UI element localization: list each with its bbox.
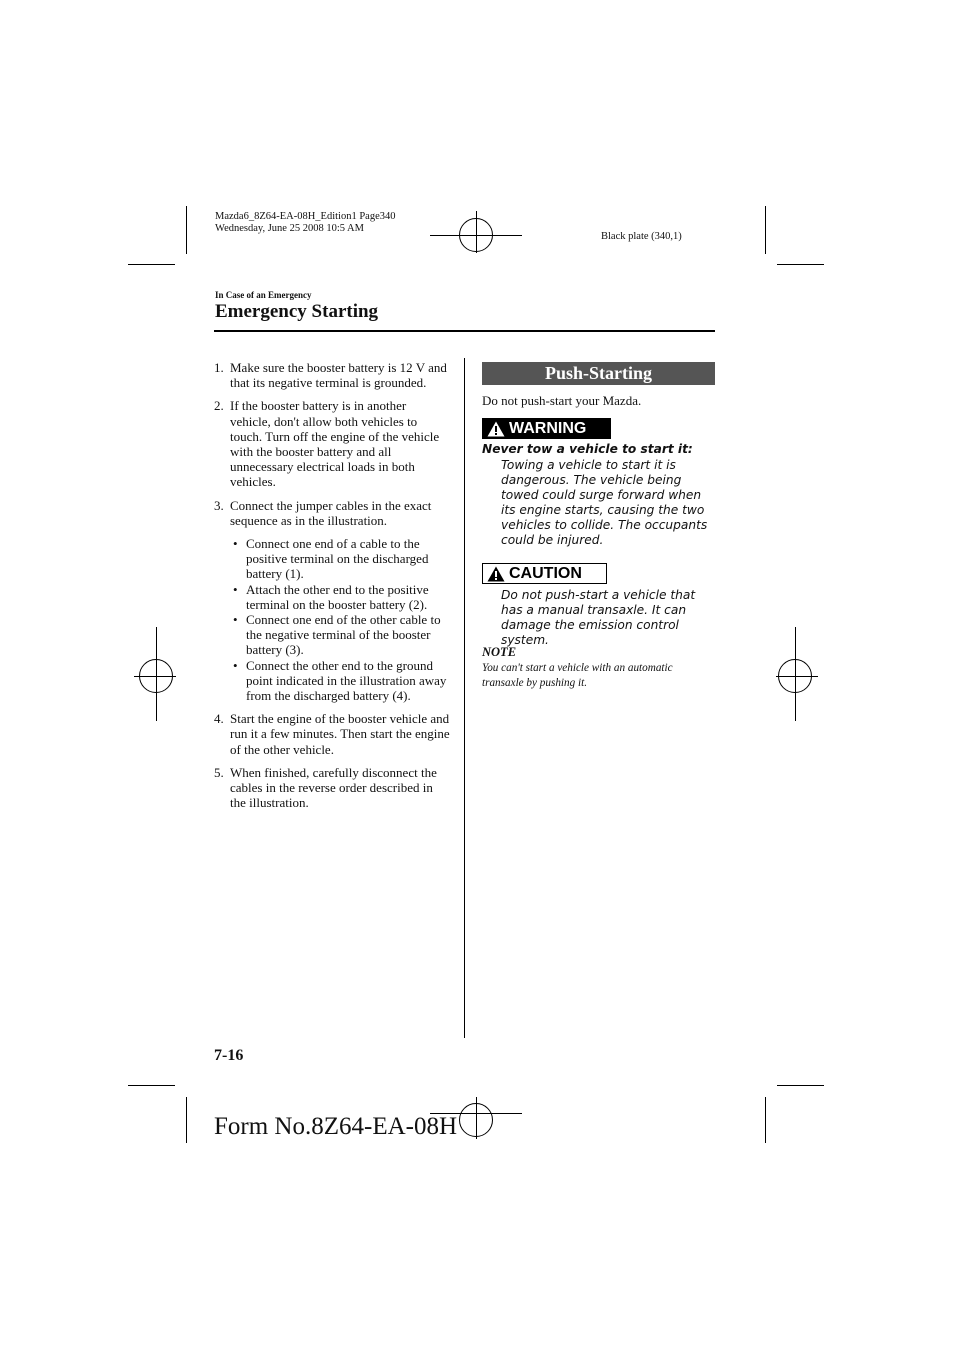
step-number: 3. bbox=[214, 497, 224, 513]
warning-icon bbox=[487, 421, 505, 437]
warning-body: Towing a vehicle to start it is dangerous. The vehicle being towed could surge forward when its engine starts, causing the two vehicles to collide. The occupants could be injured. bbox=[501, 458, 708, 548]
bullet-text: Connect one end of the other cable to the negative terminal of the booster battery (3). bbox=[246, 612, 441, 658]
list-item bbox=[214, 711, 450, 757]
caution-body: Do not push-start a vehicle that has a manual transaxle. It can damage the emission control system. bbox=[501, 588, 696, 648]
print-meta-date: Wednesday, June 25 2008 10:5 AM bbox=[215, 223, 364, 234]
step-text: When finished, carefully disconnect the cables in the reverse order described in the illustration. bbox=[230, 764, 437, 811]
crop-mark bbox=[777, 1085, 824, 1086]
step-text: Make sure the booster battery is 12 V and that its negative terminal is grounded. bbox=[230, 360, 447, 391]
bullet-list bbox=[230, 536, 450, 703]
note-label: NOTE bbox=[482, 645, 517, 659]
bullet-icon: • bbox=[233, 657, 238, 673]
step-text: Connect the jumper cables in the exact sequence as in the illustration. bbox=[230, 497, 432, 528]
bullet-icon: • bbox=[233, 536, 238, 552]
bullet-icon: • bbox=[233, 612, 238, 628]
crop-mark bbox=[765, 206, 766, 254]
caution-badge bbox=[482, 563, 607, 584]
list-item bbox=[214, 360, 450, 390]
left-column bbox=[214, 360, 450, 818]
crop-mark bbox=[128, 1085, 175, 1086]
crop-mark bbox=[777, 264, 824, 265]
step-text: If the booster battery is in another vehicle, don't allow both vehicles to touch. Turn off the engine of the vehicle with the booster battery and all unnecessary electrical loads in both vehicles. bbox=[230, 398, 440, 490]
form-number: Form No.8Z64-EA-08H bbox=[214, 1113, 458, 1140]
warning-badge bbox=[482, 418, 611, 439]
bullet-item bbox=[230, 612, 450, 658]
bullet-item bbox=[230, 658, 450, 704]
step-number: 4. bbox=[214, 711, 224, 727]
bullet-text: Connect the other end to the ground point indicated in the illustration away from the discharged battery (4). bbox=[246, 657, 447, 704]
page-number: 7-16 bbox=[214, 1047, 244, 1064]
list-item bbox=[214, 398, 450, 489]
bullet-item bbox=[230, 582, 450, 612]
bullet-text: Connect one end of a cable to the positive terminal on the discharged battery (1). bbox=[246, 536, 429, 582]
list-item bbox=[214, 765, 450, 811]
crop-mark bbox=[765, 1097, 766, 1143]
caution-label: CAUTION bbox=[509, 564, 582, 582]
crop-mark bbox=[186, 206, 187, 254]
print-meta-file: Mazda6_8Z64-EA-08H_Edition1 Page340 bbox=[215, 211, 396, 222]
column-divider bbox=[464, 358, 465, 1038]
warning-lead: Never tow a vehicle to start it: bbox=[482, 442, 693, 456]
list-item bbox=[214, 498, 450, 704]
print-meta bbox=[215, 211, 396, 235]
note-body: You can't start a vehicle with an automatic transaxle by pushing it. bbox=[482, 662, 673, 689]
intro-text: Do not push-start your Mazda. bbox=[482, 393, 642, 408]
bullet-item bbox=[230, 536, 450, 582]
step-text: Start the engine of the booster vehicle and run it a few minutes. Then start the engine of the other vehicle. bbox=[230, 711, 450, 757]
bullet-icon: • bbox=[233, 581, 238, 597]
page-title: Emergency Starting bbox=[215, 301, 379, 322]
crop-mark bbox=[128, 264, 175, 265]
crop-mark bbox=[186, 1097, 187, 1143]
step-number: 5. bbox=[214, 764, 224, 780]
caution-icon bbox=[487, 566, 505, 582]
warning-label: WARNING bbox=[509, 419, 587, 437]
section-heading: Push-Starting bbox=[482, 362, 715, 385]
bullet-text: Attach the other end to the positive terminal on the booster battery (2). bbox=[246, 581, 429, 612]
section-label: In Case of an Emergency bbox=[215, 290, 312, 300]
plate-label: Black plate (340,1) bbox=[601, 231, 682, 242]
title-rule bbox=[214, 330, 715, 332]
step-number: 1. bbox=[214, 360, 224, 375]
step-number: 2. bbox=[214, 398, 224, 414]
